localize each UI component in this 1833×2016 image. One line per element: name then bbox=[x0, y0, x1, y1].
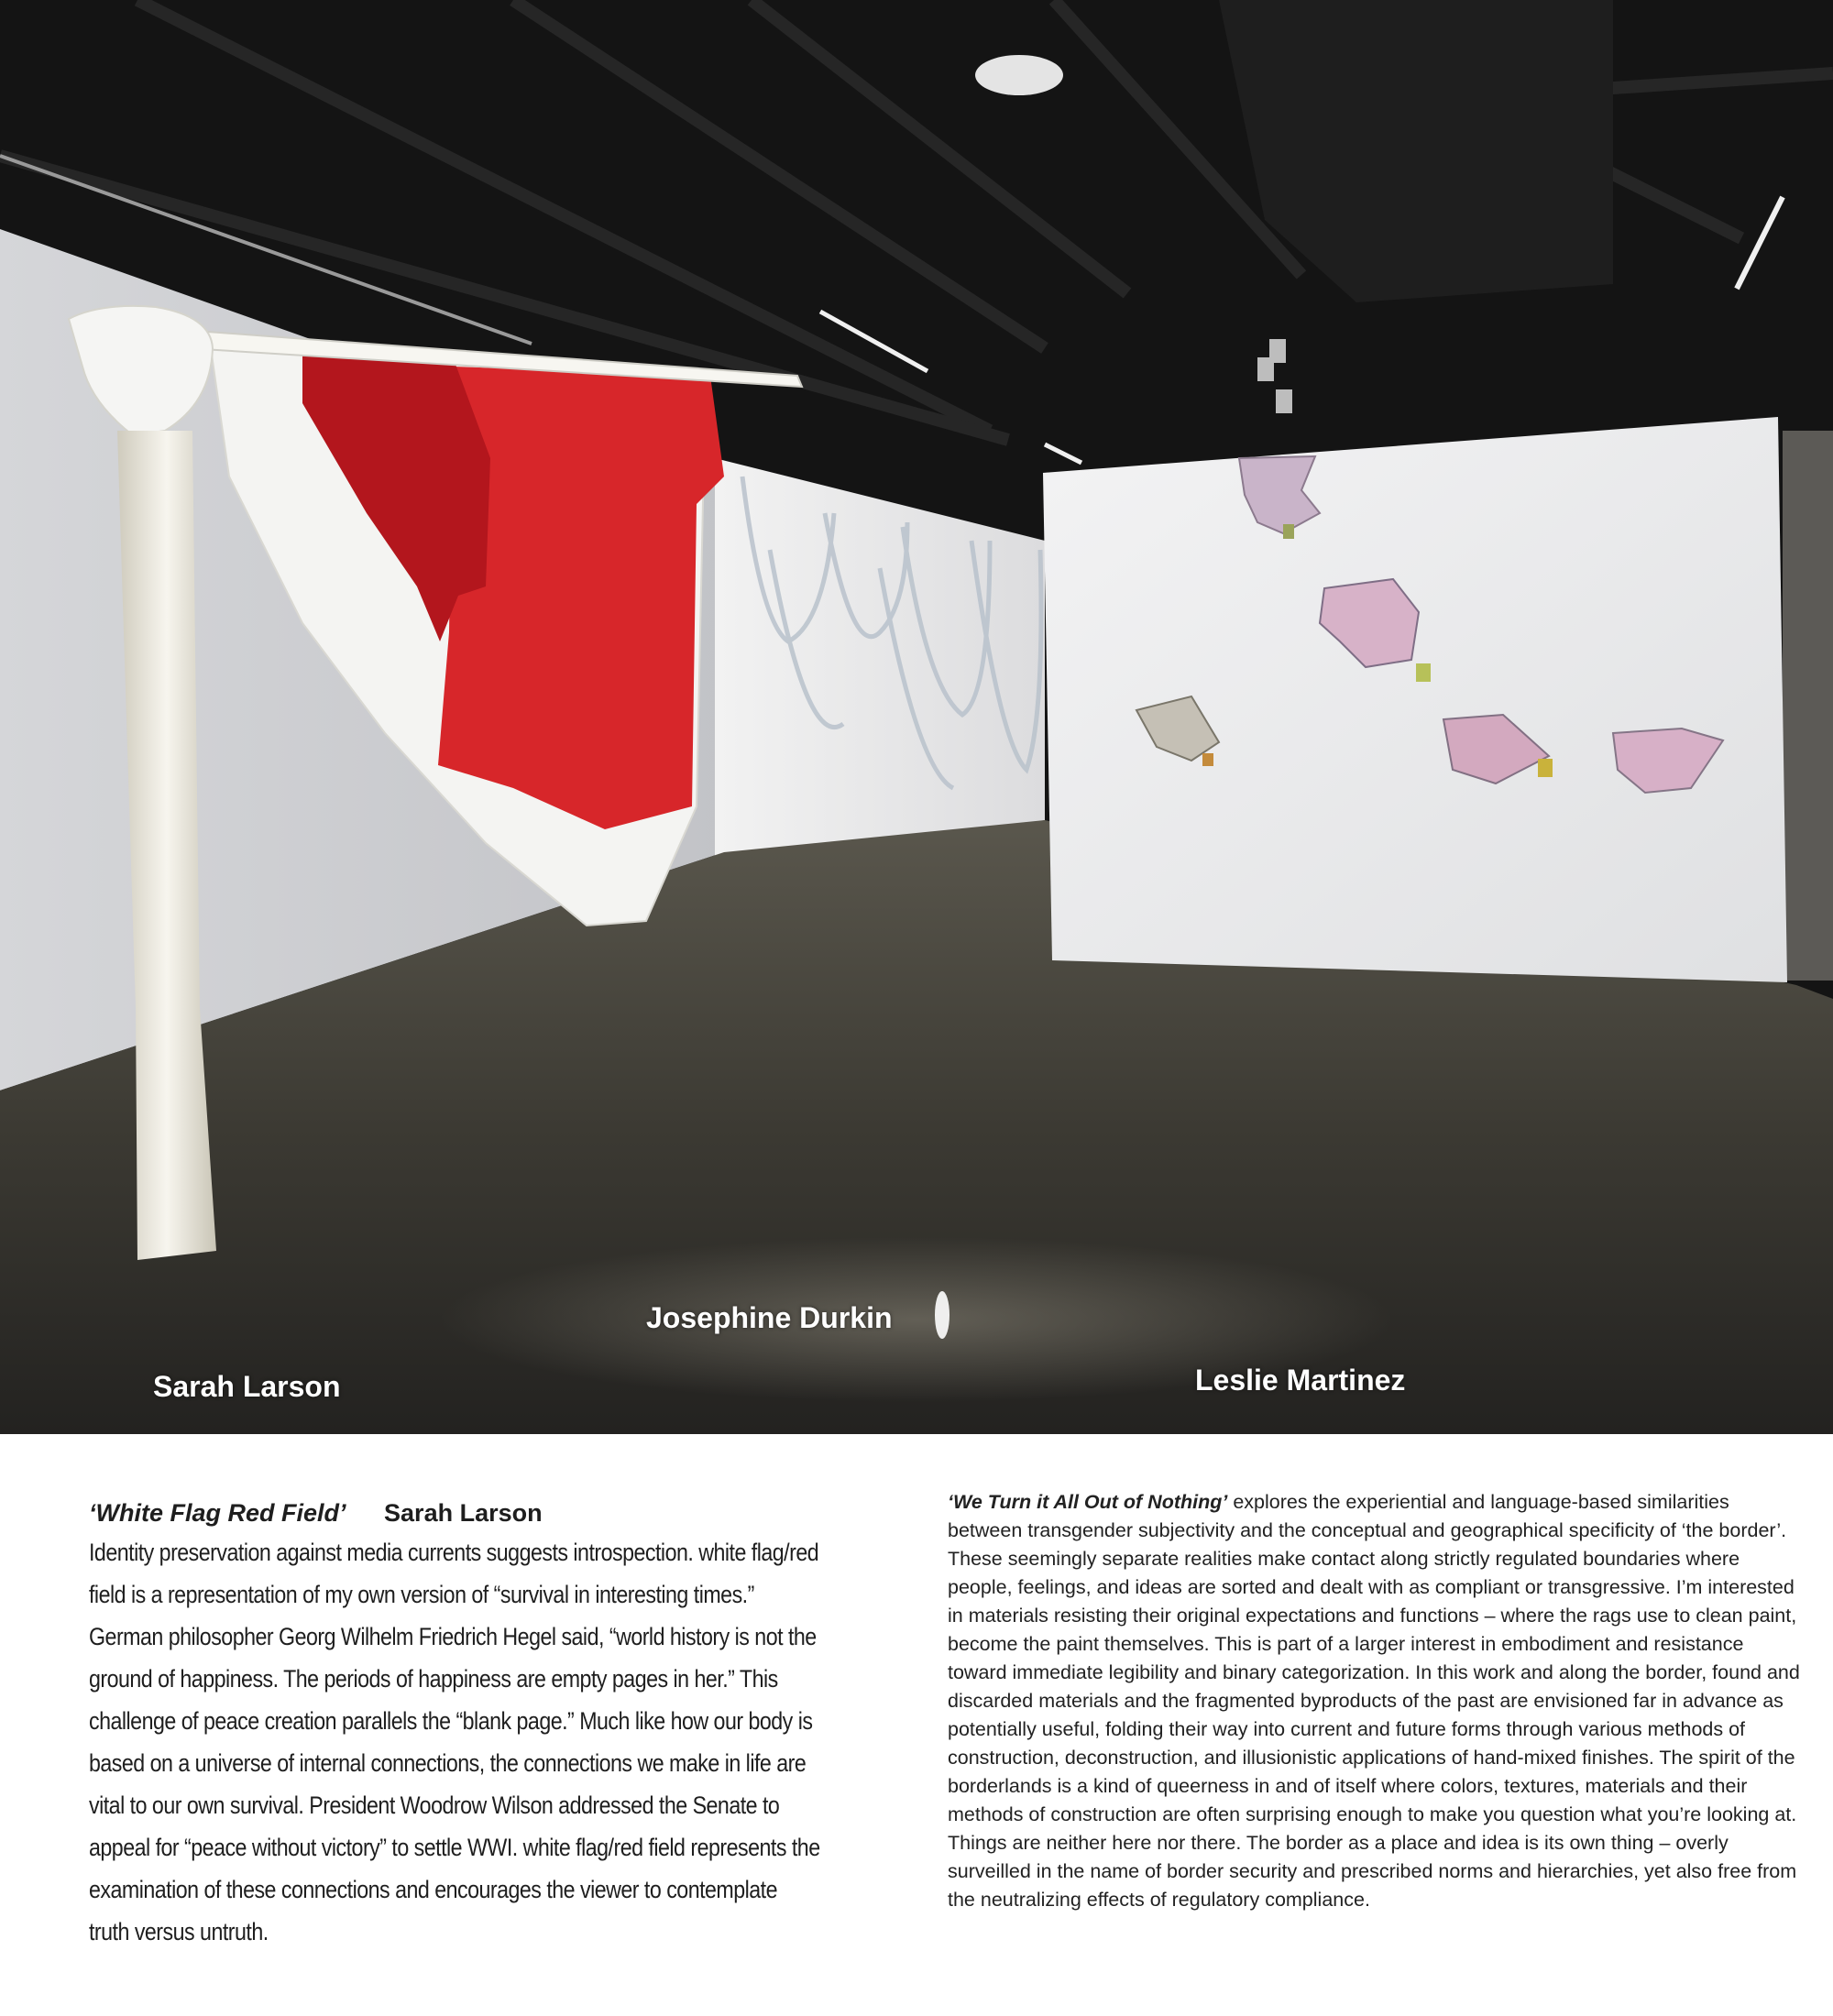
larson-statement-body: Identity preservation against media currents suggests introspection. white flag/red field is a representation of my own version of “survival in interesting times.” German philosopher Georg Wilhelm Friedrich Hegel said, “world history is not the ground of happiness. The periods of happiness are empty pages in her.” This challenge of peace creation parallels the “blank page.” Much like how our body is based on a universe of internal connections, the connections we make in life are vital to our own survival. President Woodrow Wilson addressed the Senate to appeal for “peace without victory” to settle WWI. white flag/red field represents the examination of these connections and encourages the viewer to contemplate truth versus untruth. bbox=[89, 1539, 820, 1945]
artist-label-durkin: Josephine Durkin bbox=[646, 1301, 893, 1334]
back-wall bbox=[715, 458, 1045, 880]
martinez-statement bbox=[948, 1488, 1800, 1914]
larson-statement bbox=[89, 1499, 822, 1953]
smoke-detector bbox=[975, 55, 1063, 95]
artist-label-martinez: Leslie Martinez bbox=[1195, 1364, 1406, 1397]
martinez-wall-panel bbox=[1043, 417, 1787, 982]
artist-name: Sarah Larson bbox=[384, 1499, 543, 1527]
work-title: ‘We Turn it All Out of Nothing’ bbox=[948, 1491, 1228, 1513]
right-column bbox=[1783, 431, 1833, 981]
work-title: ‘White Flag Red Field’ bbox=[89, 1499, 346, 1527]
artist-label-larson: Sarah Larson bbox=[153, 1370, 341, 1403]
floor-light-glare bbox=[935, 1291, 949, 1339]
larson-statement-heading bbox=[89, 1499, 822, 1528]
martinez-statement-body: explores the experiential and language-based similarities between transgender subjectivity and the conceptual and geographical specificity of ‘the border’. These seemingly separate realities make contact along strictly regulated boundaries where people, feelings, and ideas are sorted and dealt with as compliant or transgressive. I’m interested in materials resisting their original expectations and functions – where the rags use to clean paint, become the paint themselves. This is part of a larger interest in embodiment and resistance toward immediate legibility and binary categorization. In this work and along the border, found and discarded materials and the fragmented byproducts of the past are envisioned far in advance as potentially useful, folding their way into current and future forms through various methods of construction, deconstruction, and illusionistic applications of hand-mixed finishes. The spirit of the borderlands is a kind of queerness in and of itself where colors, textures, materials and their methods of construction are often surprising enough to make you question what you’re looking at. Things are neither here nor there. The border as a place and idea is its own thing – overly surveilled in the name of border security and prescribed norms and hierarchies, yet also free from the neutralizing effects of regulatory compliance. bbox=[948, 1491, 1800, 1911]
